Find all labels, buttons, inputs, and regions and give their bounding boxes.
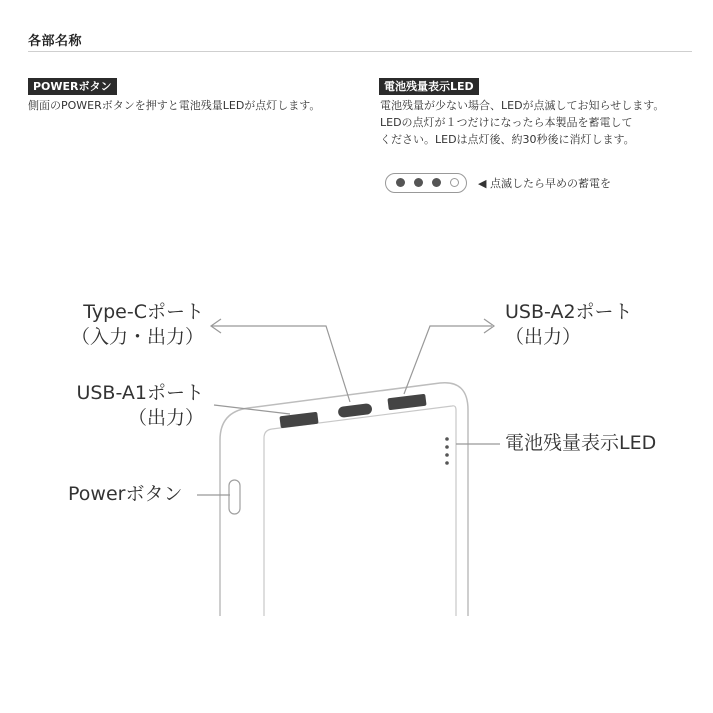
power-button-part bbox=[229, 480, 240, 514]
power-button-description: 側面のPOWERボタンを押すと電池残量LEDが点灯します。 bbox=[28, 99, 321, 112]
type-c-label bbox=[70, 300, 204, 350]
section-title: 各部名称 bbox=[28, 34, 83, 49]
type-c-port bbox=[338, 403, 373, 418]
device-inner-edge bbox=[264, 406, 456, 616]
power-button-tag: POWERボタン bbox=[28, 78, 117, 95]
usb-a1-label-mode: （出力） bbox=[127, 407, 204, 429]
led-description-line: LEDの点灯が１つだけになったら本製品を蓄電して bbox=[380, 116, 633, 129]
led-dot bbox=[445, 445, 449, 449]
type-c-label-mode: （入力・出力） bbox=[70, 326, 204, 348]
power-button-label: Powerボタン bbox=[68, 483, 183, 505]
usb-a2-leader bbox=[404, 326, 492, 394]
blink-note: ◀ 点滅したら早めの蓄電を bbox=[478, 177, 611, 190]
usb-a2-port bbox=[387, 394, 426, 411]
device-outline bbox=[220, 383, 468, 616]
led-dot bbox=[445, 453, 449, 457]
led-dot bbox=[445, 461, 449, 465]
usb-a2-label-mode: （出力） bbox=[505, 326, 582, 348]
led-description-line: ください。LEDは点灯後、約30秒後に消灯します。 bbox=[380, 133, 635, 146]
usb-a1-port bbox=[279, 412, 318, 429]
led-tag: 電池残量表示LED bbox=[379, 78, 479, 95]
led-label: 電池残量表示LED bbox=[505, 432, 657, 454]
usb-a2-label bbox=[505, 300, 633, 350]
usb-a1-leader bbox=[214, 405, 290, 414]
led-description-line: 電池残量が少ない場合、LEDが点滅してお知らせします。 bbox=[380, 99, 665, 112]
type-c-leader bbox=[212, 326, 350, 402]
type-c-label-name: Type-Cポート bbox=[83, 301, 204, 323]
usb-a1-label bbox=[70, 381, 204, 431]
led-dot bbox=[445, 437, 449, 441]
usb-a1-label-name: USB-A1ポート bbox=[76, 382, 204, 404]
usb-a2-label-name: USB-A2ポート bbox=[505, 301, 633, 323]
